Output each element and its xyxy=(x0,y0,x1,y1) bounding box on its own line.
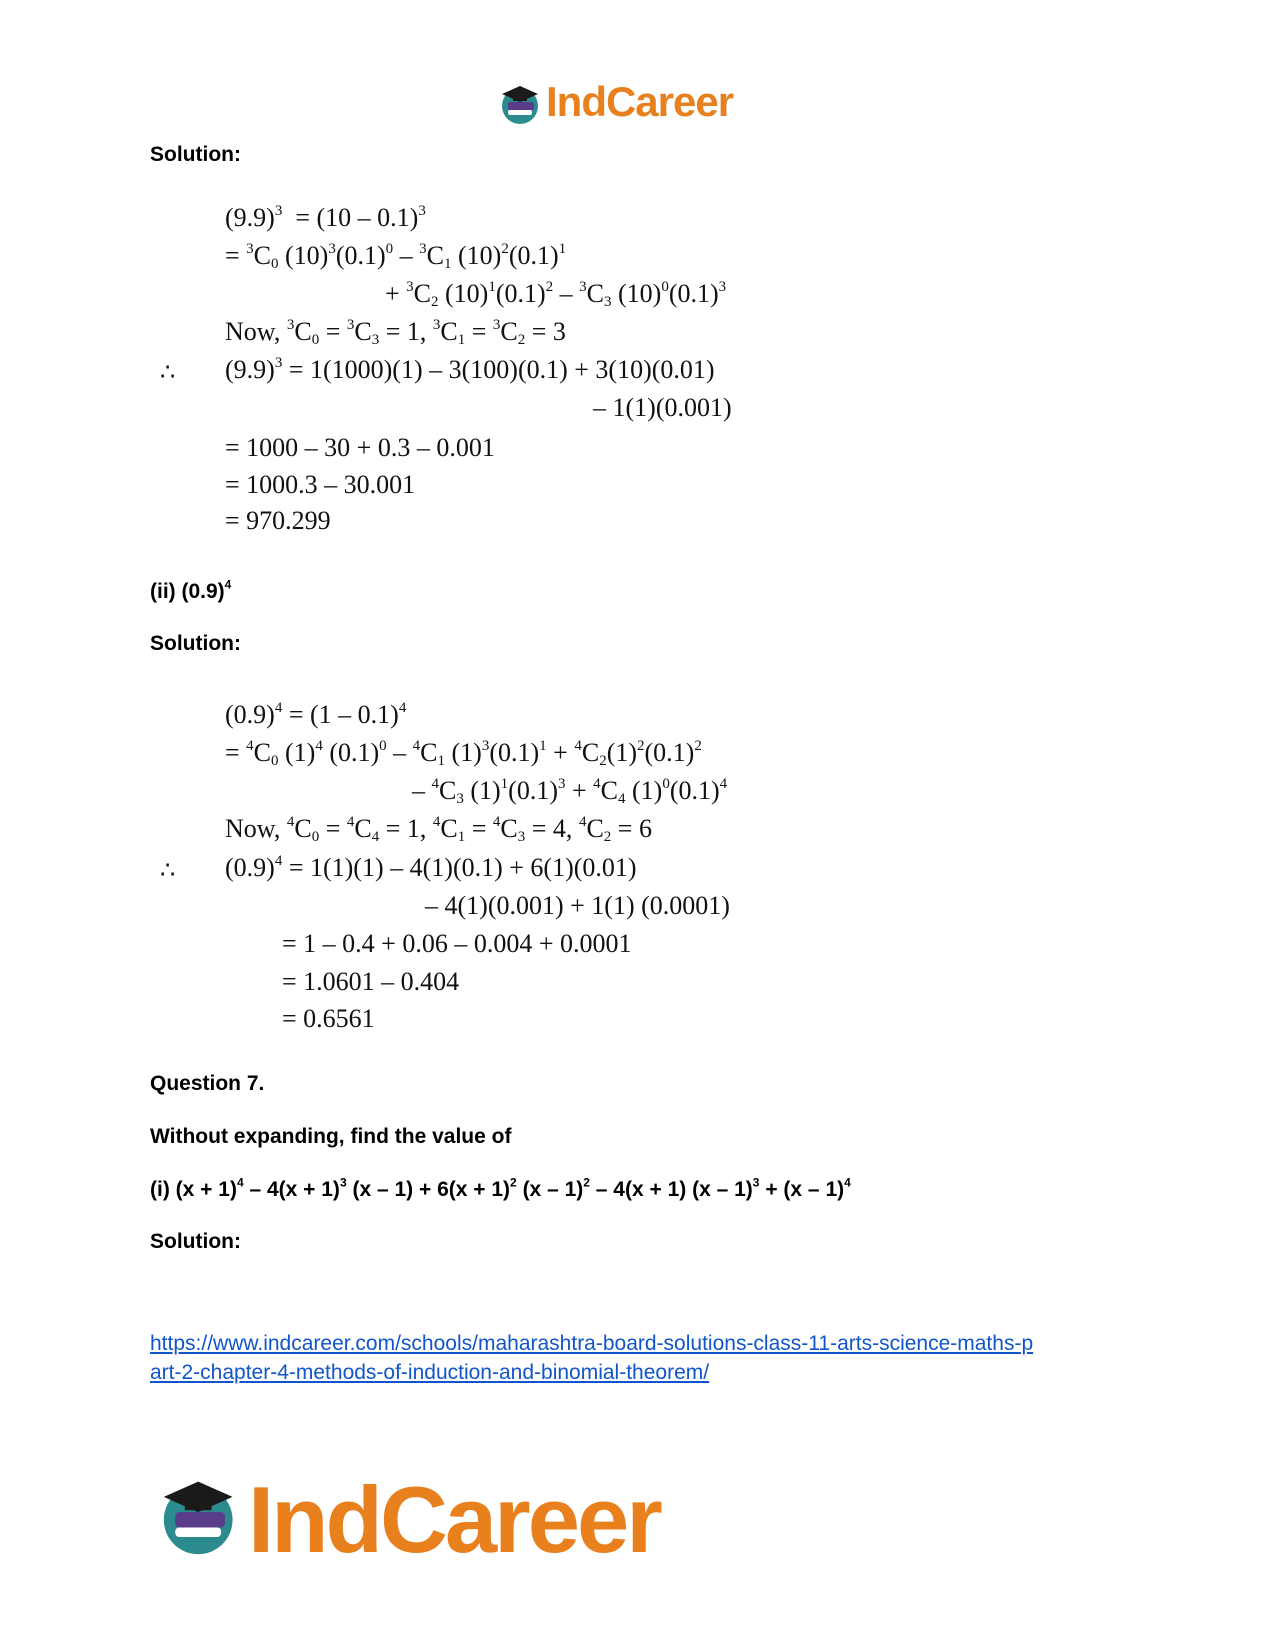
math-line: + $^3C_2$ $(10)^1(0.1)^2 - ^3C_3$ $(10)^0(0.1)^3$ xyxy=(385,278,727,310)
math-line: – 1(1)(0.001) xyxy=(593,393,732,422)
math-line: = 1000.3 – 30.001 xyxy=(225,470,416,499)
math-line: = 1000 – 30 + 0.3 – 0.001 xyxy=(225,433,495,462)
math-line: $(9.9)^3 = 1(1000)(1) - 3(100)(0.1) + 3(10)(0.01)$ xyxy=(225,354,715,384)
math-line: = 1.0601 – 0.404 xyxy=(282,967,460,996)
brand-name: IndCareer xyxy=(546,78,734,125)
solution-label: Solution: xyxy=(150,1230,241,1253)
source-url-line1[interactable]: https://www.indcareer.com/schools/maharashtra-board-solutions-class-11-arts-science-maths-p xyxy=(150,1332,1034,1355)
header-logo xyxy=(500,76,780,130)
solution-label: Solution: xyxy=(150,143,241,166)
solution-label: Solution: xyxy=(150,632,241,655)
question-heading: Question 7. xyxy=(150,1072,265,1095)
math-line: = 970.299 xyxy=(225,506,331,535)
math-line: = 0.6561 xyxy=(282,1004,375,1033)
math-line: – $^4C_3$ $(1)^1(0.1)^3 + ^4C_4$ $(1)^0(0.1)^4$ xyxy=(412,775,728,807)
footer-logo xyxy=(160,1467,700,1572)
therefore-symbol: ∴ xyxy=(160,358,176,386)
graduation-cap-globe-icon xyxy=(500,82,544,126)
brand-name: IndCareer xyxy=(248,1467,660,1572)
math-line: = $^3C_0$ $(10)^3(0.1)^0 - ^3C_1$ $(10)^2(0.1)^1$ xyxy=(225,240,567,272)
question-part: (i) $(x + 1)^4 - 4(x + 1)^3$ $(x - 1) + 6(x + 1)^2$ (x – 1)$^2$ – 4(x + 1) (x – 1)$^3$ + (x – 1)$^4$ xyxy=(150,1175,851,1201)
math-line: $(9.9)^3 = (10 - 0.1)^3$ xyxy=(225,202,426,232)
question-part: (ii) $(0.9)^4$ xyxy=(150,577,232,603)
math-line: $(0.9)^4 = (1 - 0.1)^4$ xyxy=(225,699,407,729)
math-line: Now, $^3C_0 = ^3C_3 = 1$, $^3C_1 = ^3C_2 = 3$ xyxy=(225,316,566,348)
therefore-symbol: ∴ xyxy=(160,856,176,884)
math-line: = $^4C_0$ $(1)^4$ $(0.1)^0 - ^4C_1$ $(1)^3(0.1)^1 + ^4C_2(1)^2(0.1)^2$ xyxy=(225,737,702,769)
graduation-cap-globe-icon xyxy=(160,1474,244,1558)
math-line: = 1 – 0.4 + 0.06 – 0.004 + 0.0001 xyxy=(282,929,632,958)
question-instruction: Without expanding, find the value of xyxy=(150,1125,512,1148)
math-line: – 4(1)(0.001) + 1(1) (0.0001) xyxy=(425,891,730,920)
source-url-line2[interactable]: art-2-chapter-4-methods-of-induction-and-binomial-theorem/ xyxy=(150,1361,710,1384)
math-line: $(0.9)^4 = 1(1)(1) - 4(1)(0.1) + 6(1)(0.01)$ xyxy=(225,852,637,882)
math-line: Now, $^4C_0 = ^4C_4 = 1$, $^4C_1 = ^4C_3 = 4$, $^4C_2 = 6$ xyxy=(225,813,652,845)
